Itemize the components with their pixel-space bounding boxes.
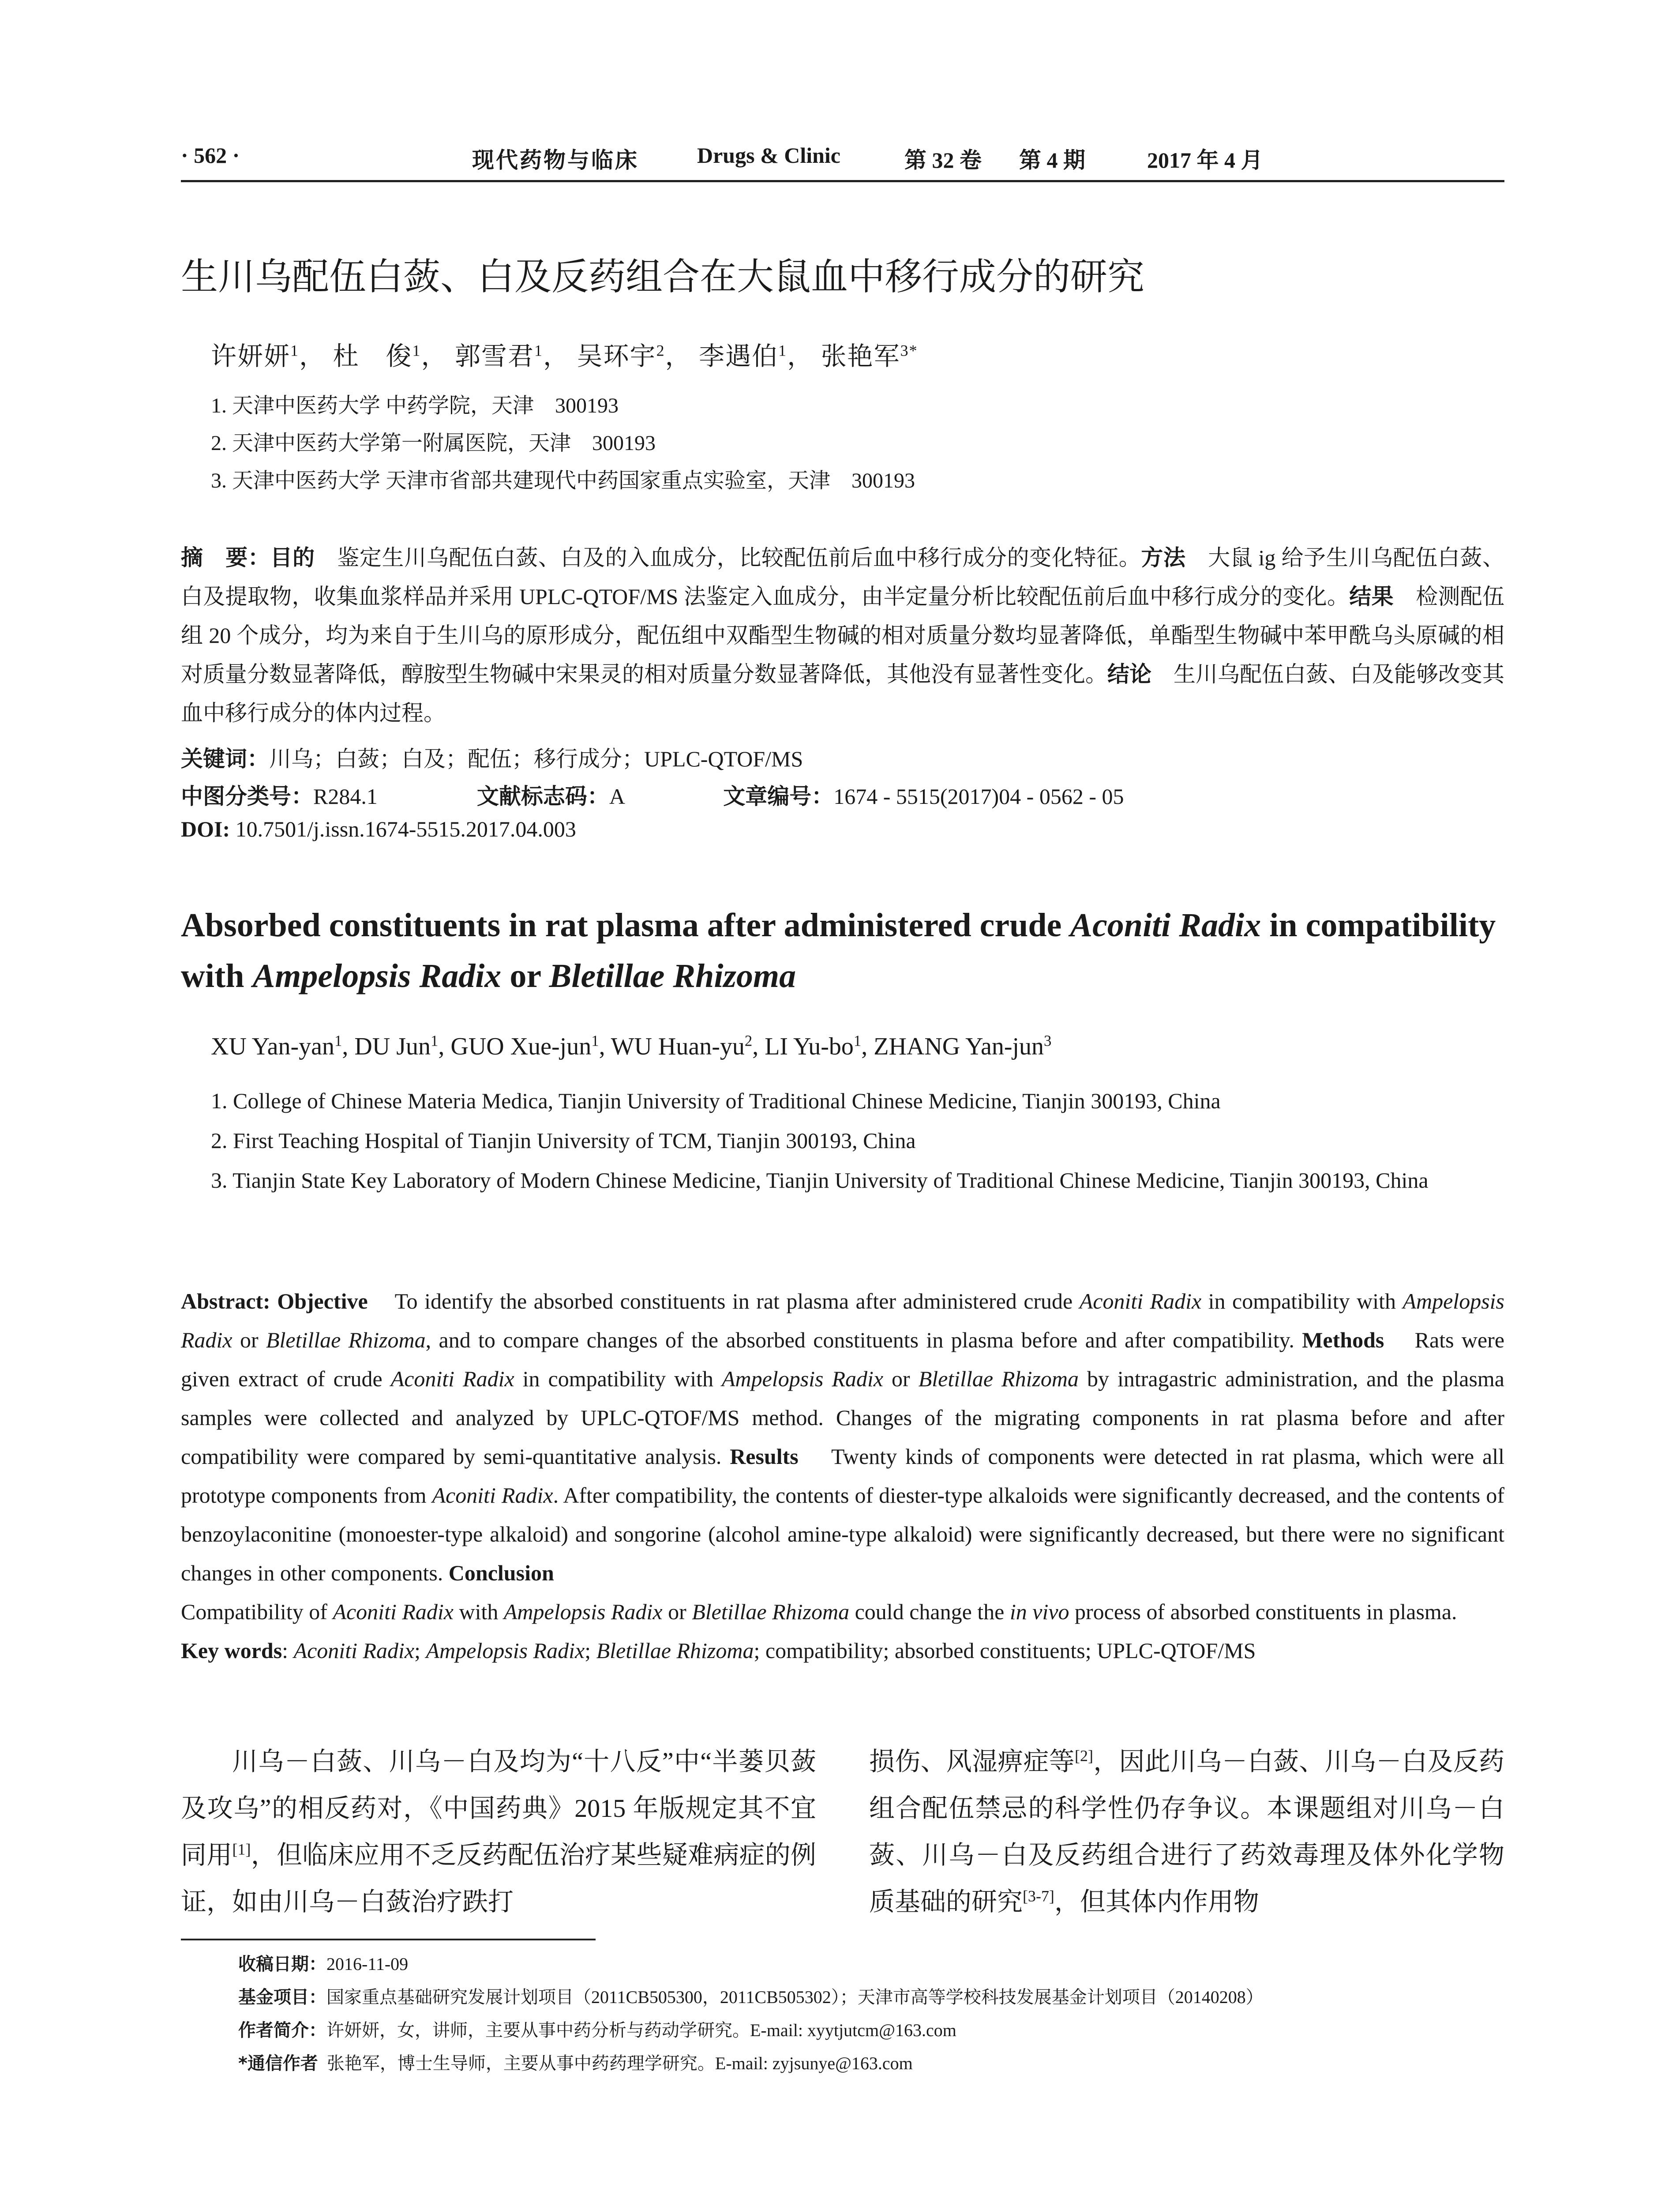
title-en-part: in compatibility with — [181, 907, 1496, 994]
footnote-text: 许妍妍，女，讲师，主要从事中药分析与药动学研究。E-mail: xyytjutcm@163.com — [326, 2020, 956, 2040]
title-en-italic: Aconiti Radix — [1070, 907, 1261, 944]
latin-name: Aconiti Radix — [390, 1366, 514, 1391]
abstract-en-text: could change the — [849, 1599, 1010, 1624]
affiliation-en: 3. Tianjin State Key Laboratory of Modern Chinese Medicine, Tianjin University of Traditional Chinese Medicine, Tianjin 300193, China — [211, 1168, 1429, 1193]
methods-en-label: Methods — [1302, 1328, 1384, 1352]
author-sup: 1 — [778, 341, 788, 360]
latin-name: Ampelopsis Radix — [181, 1289, 1504, 1352]
latin-name: Aconiti Radix — [1079, 1289, 1202, 1313]
citation: [3-7] — [1023, 1887, 1054, 1905]
article-number-value: 1674 - 5515(2017)04 - 0562 - 05 — [833, 784, 1124, 809]
title-en-part: or — [501, 957, 549, 994]
author-sup: 1 — [853, 1032, 862, 1050]
abstract-en-text: Compatibility of — [181, 1599, 333, 1624]
keywords-text: 川乌；白蔹；白及；配伍；移行成分；UPLC-QTOF/MS — [269, 747, 803, 771]
keyword-en: Ampelopsis Radix — [426, 1638, 585, 1663]
body-column-right — [869, 1738, 1504, 1925]
footnote-label: 作者简介： — [238, 2020, 326, 2041]
objective-en-label: Objective — [277, 1289, 368, 1313]
citation: [1] — [232, 1840, 251, 1858]
objective-label: 目的 — [270, 545, 315, 570]
abstract-cn — [181, 538, 1504, 732]
footnote-label: 基金项目： — [238, 1987, 326, 2007]
doc-code-label: 文献标志码： — [476, 784, 609, 809]
conclusion-text: 生川乌配伍白蔹、白及能够改变其血中移行成分的体内过程。 — [181, 662, 1504, 725]
author-name: XU Yan-yan — [211, 1033, 334, 1060]
body-text: 川乌－白蔹、川乌－白及均为“十八反”中“半蒌贝蔹及攻乌”的相反药对，《中国药典》2015 年版规定其不宜同用 — [181, 1747, 816, 1869]
running-header — [181, 140, 1504, 182]
latin-name: Ampelopsis Radix — [503, 1599, 663, 1624]
author-name: GUO Xue-jun — [450, 1033, 592, 1060]
author-sup: 1 — [534, 341, 544, 360]
author-name: 张艳军 — [821, 342, 900, 371]
footnote-received — [238, 1950, 408, 1975]
abstract-en-text: , and to compare changes of the absorbed constituents in plasma before and after compatibility. — [425, 1328, 1294, 1352]
author-sup: 2 — [744, 1032, 753, 1050]
methods-text: 大鼠 ig 给予生川乌配伍白蔹、白及提取物，收集血浆样品并采用 UPLC-QTOF/MS 法鉴定入血成分，由半定量分析比较配伍前后血中移行成分的变化。 — [181, 545, 1505, 609]
footnote-text: 张艳军，博士生导师，主要从事中药药理学研究。E-mail: zyjsunye@163.com — [326, 2053, 913, 2073]
clc-label: 中图分类号： — [181, 784, 313, 809]
affiliation-en: 1. College of Chinese Materia Medica, Tianjin University of Traditional Chinese Medicine, Tianjin 300193, China — [211, 1088, 1221, 1113]
author-name: WU Huan-yu — [611, 1033, 745, 1060]
body-text: ，因此川乌－白蔹、川乌－白及反药组合配伍禁忌的科学性仍存争议。本课题组对川乌－白蔹、川乌－白及反药组合进行了药效毒理及体外化学物质基础的研究 — [869, 1747, 1504, 1916]
footnote-bio — [238, 2016, 956, 2041]
author-name: 吴环宇 — [577, 342, 656, 371]
body-text: ，但其体内作用物 — [1054, 1887, 1259, 1916]
abstract-en-text: Twenty kinds of components were detected in rat plasma, which were all prototype components from — [181, 1444, 1504, 1508]
results-label: 结果 — [1349, 584, 1394, 609]
keyword-en: Bletillae Rhizoma — [596, 1638, 754, 1663]
citation: [2] — [1075, 1747, 1093, 1765]
abstract-en: Abstract: Objective To identify the absorbed constituents in rat plasma after administered crude Aconiti Radix in compatibility with Ampelopsis Radix or Bletillae Rhizoma, and to compare changes of the absorbed constituents in plasma before and after compatibility. Methods Rats were given extract of crude Aconiti Radix in compatibility with Ampelopsis Radix or Bletillae Rhizoma by intragastric administration, and the plasma samples were collected and analyzed by UPLC-QTOF/MS method. Changes of the migrating components in rat plasma before and after compatibility were compared by semi-quantitative analysis. Results Twenty kinds of components were detected in rat plasma, which were all prototype components from Aconiti Radix. After compatibility, the contents of diester-type alkaloids were significantly decreased, and the contents of benzoylaconitine (monoester-type alkaloid) and songorine (alcohol amine-type alkaloid) were significantly decreased, but there were no significant changes in other components. Conclusion Compatibility of Aconiti Radix with Ampelopsis Radix or Bletillae Rhizoma could change the in vivo process of absorbed constituents in plasma. Key words: Aconiti Radix; Ampelopsis Radix; Bletillae Rhizoma; compatibility; absorbed constituents; UPLC-QTOF/MS — [181, 1289, 1505, 1663]
latin-term: in vivo — [1009, 1599, 1069, 1624]
title-cn: 生川乌配伍白蔹、白及反药组合在大鼠血中移行成分的研究 — [181, 255, 1145, 298]
latin-name: Ampelopsis Radix — [721, 1366, 884, 1391]
author-name: 李遇伯 — [699, 342, 779, 371]
author-name: 许妍妍 — [211, 342, 291, 371]
article-number-label: 文章编号： — [723, 784, 834, 809]
conclusion-label: 结论 — [1107, 661, 1151, 687]
abstract-en-text: by intragastric administration, and the plasma samples were collected and analyzed by UPLC-QTOF/MS method. Changes of the migrating components in rat plasma before and after compatibility were compared by semi-quantitative analysis. — [181, 1366, 1504, 1469]
results-text: 检测配伍组 20 个成分，均为来自于生川乌的原形成分，配伍组中双酯型生物碱的相对质量分数均显著降低，单酯型生物碱中苯甲酰乌头原碱的相对质量分数显著降低，醇胺型生物碱中宋果灵的相对质量分数显著降低，其他没有显著性变化。 — [181, 584, 1505, 687]
journal-name-cn: 现代药物与临床 — [472, 148, 639, 173]
volume: 第 32 卷 — [904, 148, 982, 173]
affiliation-cn: 1. 天津中医药大学 中药学院，天津 300193 — [211, 394, 619, 417]
author-sup: 2 — [656, 341, 665, 360]
abstract-en-text: or — [883, 1366, 919, 1391]
abstract-en-text: in compatibility with — [1201, 1289, 1403, 1313]
latin-name: Bletillae Rhizoma — [692, 1599, 850, 1624]
abstract-en-text: . After compatibility, the contents of diester-type alkaloids were significantly decreased, and the contents of benzoylaconitine (monoester-type alkaloid) and songorine (alcohol amine-type alkaloid) were significantly decreased, but there were no significant changes in other components. — [181, 1483, 1504, 1585]
title-en-italic: Bletillae Rhizoma — [549, 957, 796, 994]
keywords-cn — [181, 741, 803, 773]
author-sup: 3* — [900, 341, 918, 360]
keywords-en-label: Key words — [181, 1638, 282, 1663]
issue-date: 2017 年 4 月 — [1147, 148, 1263, 173]
author-sup: 1 — [591, 1032, 599, 1050]
objective-text: 鉴定生川乌配伍白蔹、白及的入血成分，比较配伍前后血中移行成分的变化特征。 — [337, 545, 1141, 570]
latin-name: Aconiti Radix — [333, 1599, 454, 1624]
footnote-text: 国家重点基础研究发展计划项目（2011CB505300，2011CB505302）；天津市高等学校科技发展基金计划项目（20140208） — [326, 1987, 1264, 2007]
author-name: 杜 俊 — [333, 342, 412, 371]
body-column-left — [181, 1738, 816, 1925]
latin-name: Bletillae Rhizoma — [918, 1366, 1079, 1391]
abstract-en-text: with — [453, 1599, 504, 1624]
journal-name-en: Drugs & Clinic — [697, 143, 840, 168]
author-name: ZHANG Yan-jun — [874, 1033, 1044, 1060]
abstract-en-text: process of absorbed constituents in plasma. — [1069, 1599, 1457, 1624]
title-en — [181, 900, 1549, 1002]
body-text: ，但临床应用不乏反药配伍治疗某些疑难病症的例证，如由川乌－白蔹治疗跌打 — [181, 1841, 816, 1916]
author-name: 郭雪君 — [455, 342, 535, 371]
author-sup: 1 — [431, 1032, 439, 1050]
keywords-en-rest: ; compatibility; absorbed constituents; UPLC-QTOF/MS — [754, 1638, 1256, 1663]
abstract-en-label: Abstract: — [181, 1289, 270, 1313]
body-text: 损伤、风湿痹症等 — [869, 1747, 1075, 1776]
footnote-text: 2016-11-09 — [326, 1954, 409, 1974]
title-en-part: Absorbed constituents in rat plasma after administered crude — [181, 907, 1070, 944]
footnote-fund — [238, 1983, 1264, 2008]
keyword-en: Aconiti Radix — [293, 1638, 415, 1663]
doc-code-value: A — [609, 784, 624, 809]
latin-name: Aconiti Radix — [432, 1483, 553, 1508]
abstract-en-text: or — [232, 1328, 266, 1352]
author-sup: 1 — [334, 1032, 342, 1050]
affiliation-en: 2. First Teaching Hospital of Tianjin University of TCM, Tianjin 300193, China — [211, 1128, 916, 1153]
clc-value: R284.1 — [313, 784, 378, 809]
issue: 第 4 期 — [1019, 148, 1085, 173]
keywords-label: 关键词： — [181, 746, 269, 772]
methods-label: 方法 — [1141, 545, 1186, 570]
results-en-label: Results — [730, 1444, 799, 1469]
author-sup: 1 — [412, 341, 421, 360]
abstract-en-text: or — [662, 1599, 692, 1624]
affiliation-cn: 2. 天津中医药大学第一附属医院，天津 300193 — [211, 431, 656, 455]
footnote-label: *通信作者 — [238, 2053, 318, 2074]
latin-name: Bletillae Rhizoma — [266, 1328, 426, 1352]
doi-value: 10.7501/j.issn.1674-5515.2017.04.003 — [235, 817, 576, 841]
footnote-corresponding — [238, 2049, 913, 2075]
author-name: DU Jun — [354, 1033, 431, 1060]
doi-label: DOI: — [181, 817, 230, 841]
classification-line — [181, 779, 1124, 810]
page-number: · 562 · — [181, 143, 240, 168]
footnote-label: 收稿日期： — [238, 1954, 326, 1974]
abstract-en-text: To identify the absorbed constituents in rat plasma after administered crude — [394, 1289, 1080, 1313]
abstract-label: 摘 要： — [181, 545, 270, 570]
title-en-italic: Ampelopsis Radix — [252, 957, 502, 994]
abstract-en-text: in compatibility with — [514, 1366, 722, 1391]
abstract-en-text: Rats were given extract of crude — [181, 1328, 1505, 1391]
affiliation-cn: 3. 天津中医药大学 天津市省部共建现代中药国家重点实验室，天津 300193 — [211, 469, 915, 492]
author-sup: 1 — [290, 341, 299, 360]
author-name: LI Yu-bo — [765, 1033, 854, 1060]
authors-en: XU Yan-yan$^1$, DU Jun$^1$, GUO Xue-jun$^1$, WU Huan-$yu^2$, LI $Yu-bo^1$, ZHANG Yan-jun$^3$ — [211, 1032, 1052, 1060]
footnote-divider — [181, 1939, 596, 1940]
doi-line — [181, 816, 576, 842]
author-sup: 3 — [1044, 1032, 1052, 1050]
authors-cn: 许妍妍$^1$， 杜 俊$^1$， 郭雪君$^1$， 吴环宇$^2$， 李遇伯$^1$， 张艳军$^{3*}$ — [211, 341, 918, 371]
conclusion-en-label: Conclusion — [448, 1561, 554, 1585]
